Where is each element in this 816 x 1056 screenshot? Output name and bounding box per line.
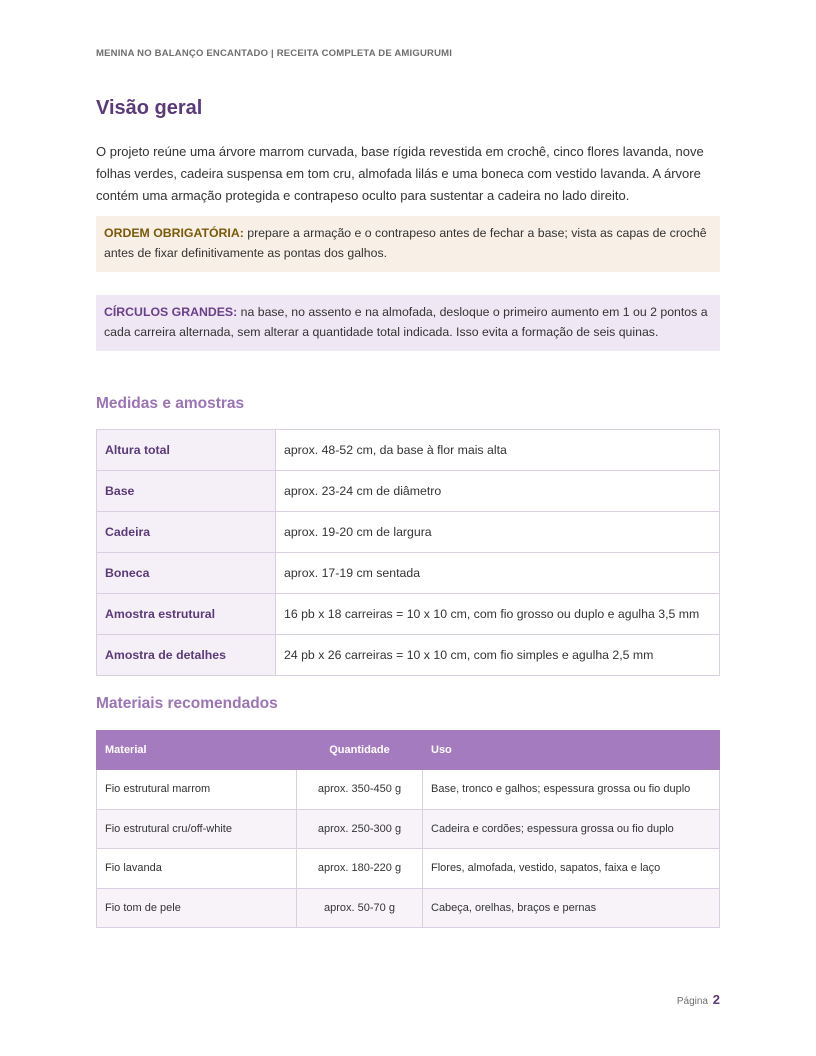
measure-value: aprox. 48-52 cm, da base à flor mais alta — [276, 430, 720, 471]
measure-label: Base — [97, 471, 276, 512]
page-label: Página — [676, 996, 708, 1007]
material-cell: Fio lavanda — [97, 849, 297, 889]
table-row — [97, 635, 720, 676]
table-row — [97, 888, 720, 928]
measure-value: aprox. 17-19 cm sentada — [276, 553, 720, 594]
quantity-cell: aprox. 250-300 g — [297, 809, 423, 849]
material-cell: Fio estrutural marrom — [97, 770, 297, 810]
callout-order-label: ORDEM OBRIGATÓRIA: — [104, 226, 244, 240]
table-row — [97, 553, 720, 594]
materials-table — [96, 730, 720, 928]
material-cell: Fio tom de pele — [97, 888, 297, 928]
table-row — [97, 471, 720, 512]
material-cell: Fio estrutural cru/off-white — [97, 809, 297, 849]
use-cell: Cadeira e cordões; espessura grossa ou fio duplo — [423, 809, 720, 849]
quantity-cell: aprox. 180-220 g — [297, 849, 423, 889]
running-header: MENINA NO BALANÇO ENCANTADO | RECEITA COMPLETA DE AMIGURUMI — [96, 48, 453, 59]
column-header-use: Uso — [423, 731, 720, 770]
table-header-row — [97, 731, 720, 770]
measure-label: Altura total — [97, 430, 276, 471]
section-title-materials: Materiais recomendados — [96, 695, 278, 712]
use-cell: Cabeça, orelhas, braços e pernas — [423, 888, 720, 928]
measure-value: aprox. 19-20 cm de largura — [276, 512, 720, 553]
measure-value: 16 pb x 18 carreiras = 10 x 10 cm, com fio grosso ou duplo e agulha 3,5 mm — [276, 594, 720, 635]
column-header-material: Material — [97, 731, 297, 770]
quantity-cell: aprox. 350-450 g — [297, 770, 423, 810]
use-cell: Flores, almofada, vestido, sapatos, faixa e laço — [423, 849, 720, 889]
callout-circles-text: na base, no assento e na almofada, desloque o primeiro aumento em 1 ou 2 pontos a cada carreira alternada, sem alterar a quantidade total indicada. Isso evita a formação de seis quinas. — [104, 305, 708, 339]
callout-circles — [96, 295, 720, 351]
overview-paragraph: O projeto reúne uma árvore marrom curvada, base rígida revestida em crochê, cinco flores lavanda, nove folhas verdes, cadeira suspensa em tom cru, almofada lilás e uma boneca com vestido lavanda. A árvore contém uma armação protegida e contrapeso oculto para sustentar a cadeira no lado direito. — [96, 144, 704, 203]
measure-label: Amostra estrutural — [97, 594, 276, 635]
column-header-quantity: Quantidade — [297, 731, 423, 770]
table-row — [97, 430, 720, 471]
page-number: 2 — [712, 992, 720, 1007]
use-cell: Base, tronco e galhos; espessura grossa ou fio duplo — [423, 770, 720, 810]
table-row — [97, 770, 720, 810]
callout-order-text: prepare a armação e o contrapeso antes de fechar a base; vista as capas de crochê antes de fixar definitivamente as pontas dos galhos. — [104, 226, 707, 260]
page-footer — [677, 992, 720, 1007]
measures-table — [96, 429, 720, 676]
section-title-measures: Medidas e amostras — [96, 395, 245, 412]
table-row — [97, 849, 720, 889]
measure-label: Boneca — [97, 553, 276, 594]
measure-value: aprox. 23-24 cm de diâmetro — [276, 471, 720, 512]
table-row — [97, 594, 720, 635]
measure-label: Cadeira — [97, 512, 276, 553]
measure-label: Amostra de detalhes — [97, 635, 276, 676]
callout-order — [96, 216, 720, 272]
section-title-overview: Visão geral — [96, 97, 203, 119]
table-row — [97, 809, 720, 849]
quantity-cell: aprox. 50-70 g — [297, 888, 423, 928]
measure-value: 24 pb x 26 carreiras = 10 x 10 cm, com fio simples e agulha 2,5 mm — [276, 635, 720, 676]
callout-circles-label: CÍRCULOS GRANDES: — [104, 305, 238, 319]
table-row — [97, 512, 720, 553]
